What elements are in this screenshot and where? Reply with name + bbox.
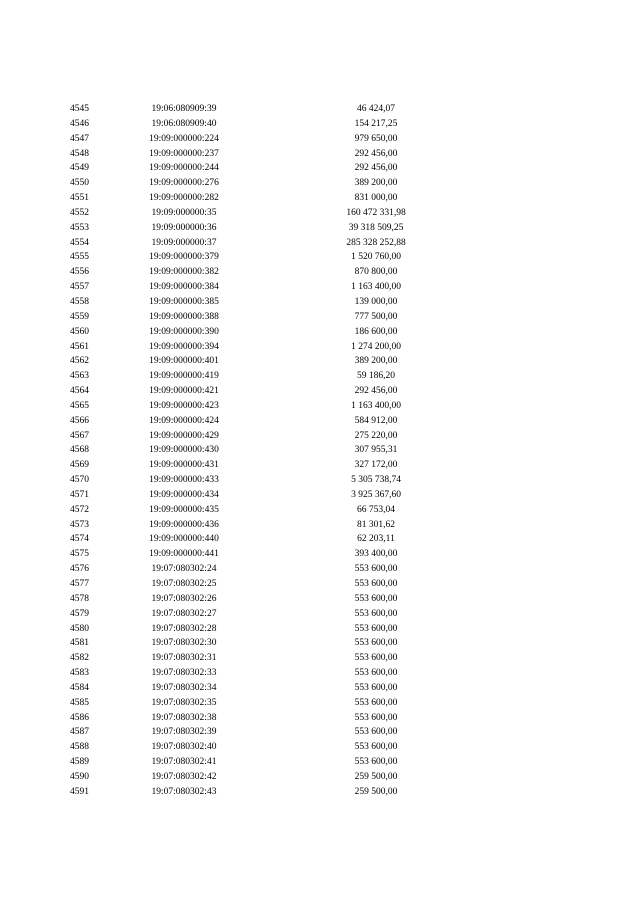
table-row [0, 176, 640, 191]
table-row [0, 518, 640, 533]
row-number: 4555 [70, 252, 89, 263]
cadastral-number: 19:07:080302:27 [151, 608, 217, 619]
cadastral-number: 19:09:000000:35 [151, 207, 217, 218]
row-number: 4574 [70, 534, 89, 545]
amount-value: 553 600,00 [354, 697, 398, 708]
cadastral-number: 19:09:000000:394 [149, 341, 219, 352]
cadastral-number: 19:09:000000:440 [149, 534, 219, 545]
cadastral-number: 19:09:000000:433 [149, 475, 219, 486]
row-number: 4573 [70, 519, 89, 530]
amount-value: 139 000,00 [354, 296, 398, 307]
cadastral-number: 19:09:000000:430 [149, 445, 219, 456]
row-number: 4575 [70, 549, 89, 560]
amount-value: 154 217,25 [354, 118, 398, 129]
table-row [0, 429, 640, 444]
row-number: 4563 [70, 371, 89, 382]
row-number: 4583 [70, 668, 89, 679]
table-row [0, 147, 640, 162]
table-row [0, 399, 640, 414]
table-row [0, 384, 640, 399]
cadastral-number: 19:07:080302:34 [151, 682, 217, 693]
table-row [0, 236, 640, 251]
cadastral-number: 19:09:000000:282 [149, 193, 219, 204]
table-row [0, 666, 640, 681]
cadastral-number: 19:07:080302:39 [151, 727, 217, 738]
table-row [0, 547, 640, 562]
amount-value: 5 305 738,74 [351, 475, 401, 486]
amount-value: 66 753,04 [357, 504, 395, 515]
table-row [0, 458, 640, 473]
table-row [0, 696, 640, 711]
table-row [0, 310, 640, 325]
table-row [0, 755, 640, 770]
table-row [0, 711, 640, 726]
amount-value: 393 400,00 [354, 549, 398, 560]
table-row [0, 607, 640, 622]
cadastral-number: 19:09:000000:419 [149, 371, 219, 382]
amount-value: 553 600,00 [354, 623, 398, 634]
cadastral-number: 19:09:000000:421 [149, 386, 219, 397]
table-row [0, 414, 640, 429]
data-table [0, 102, 640, 800]
cadastral-number: 19:07:080302:30 [151, 638, 217, 649]
amount-value: 553 600,00 [354, 682, 398, 693]
amount-value: 553 600,00 [354, 579, 398, 589]
cadastral-number: 19:07:080302:35 [151, 697, 217, 708]
row-number: 4558 [70, 296, 89, 307]
table-row [0, 532, 640, 547]
amount-value: 979 650,00 [354, 133, 398, 144]
amount-value: 292 456,00 [354, 163, 398, 174]
row-number: 4561 [70, 341, 89, 352]
amount-value: 259 500,00 [354, 786, 398, 797]
row-number: 4576 [70, 564, 89, 575]
cadastral-number: 19:09:000000:435 [149, 504, 219, 515]
table-row [0, 369, 640, 384]
table-row [0, 295, 640, 310]
cadastral-number: 19:09:000000:401 [149, 356, 219, 367]
cadastral-number: 19:09:000000:434 [149, 489, 219, 500]
table-row [0, 488, 640, 503]
table-row [0, 681, 640, 696]
table-row [0, 250, 640, 265]
cadastral-number: 19:09:000000:423 [149, 400, 219, 411]
amount-value: 1 274 200,00 [351, 341, 401, 352]
table-row [0, 592, 640, 607]
row-number: 4554 [70, 237, 89, 248]
row-number: 4562 [70, 356, 89, 367]
cadastral-number: 19:09:000000:390 [149, 326, 219, 337]
cadastral-number: 19:09:000000:36 [151, 222, 217, 233]
table-row [0, 340, 640, 355]
row-number: 4564 [70, 386, 89, 397]
amount-value: 259 500,00 [354, 771, 398, 782]
amount-value: 39 318 509,25 [348, 222, 404, 233]
cadastral-number: 19:06:080909:39 [151, 104, 217, 114]
row-number: 4546 [70, 118, 89, 129]
table-row [0, 725, 640, 740]
amount-value: 389 200,00 [354, 356, 398, 367]
row-number: 4581 [70, 638, 89, 649]
amount-value: 1 520 760,00 [351, 252, 401, 263]
table-row [0, 265, 640, 280]
row-number: 4578 [70, 593, 89, 604]
amount-value: 553 600,00 [354, 593, 398, 604]
amount-value: 160 472 331,98 [346, 207, 406, 218]
table-row [0, 622, 640, 637]
amount-value: 777 500,00 [354, 311, 398, 322]
row-number: 4588 [70, 742, 89, 753]
row-number: 4579 [70, 608, 89, 619]
cadastral-number: 19:09:000000:382 [149, 267, 219, 278]
table-row [0, 636, 640, 651]
cadastral-number: 19:09:000000:441 [149, 549, 219, 560]
cadastral-number: 19:09:000000:224 [149, 133, 219, 144]
row-number: 4585 [70, 697, 89, 708]
row-number: 4548 [70, 148, 89, 159]
amount-value: 553 600,00 [354, 668, 398, 679]
amount-value: 307 955,31 [354, 445, 398, 456]
row-number: 4547 [70, 133, 89, 144]
table-row [0, 443, 640, 458]
amount-value: 553 600,00 [354, 757, 398, 768]
row-number: 4567 [70, 430, 89, 441]
cadastral-number: 19:07:080302:38 [151, 712, 217, 723]
row-number: 4570 [70, 475, 89, 486]
amount-value: 327 172,00 [354, 460, 398, 471]
table-row [0, 740, 640, 755]
cadastral-number: 19:07:080302:40 [151, 742, 217, 753]
table-row [0, 785, 640, 800]
table-row [0, 161, 640, 176]
table-row [0, 562, 640, 577]
row-number: 4550 [70, 178, 89, 189]
amount-value: 553 600,00 [354, 608, 398, 619]
row-number: 4565 [70, 400, 89, 411]
row-number: 4586 [70, 712, 89, 723]
table-row [0, 221, 640, 236]
cadastral-number: 19:09:000000:237 [149, 148, 219, 159]
cadastral-number: 19:09:000000:37 [151, 237, 217, 248]
cadastral-number: 19:07:080302:43 [151, 786, 217, 797]
row-number: 4553 [70, 222, 89, 233]
table-row [0, 503, 640, 518]
cadastral-number: 19:09:000000:385 [149, 296, 219, 307]
cadastral-number: 19:09:000000:276 [149, 178, 219, 189]
amount-value: 831 000,00 [354, 193, 398, 204]
row-number: 4552 [70, 207, 89, 218]
row-number: 4572 [70, 504, 89, 515]
cadastral-number: 19:07:080302:33 [151, 668, 217, 679]
cadastral-number: 19:09:000000:429 [149, 430, 219, 441]
table-row [0, 280, 640, 295]
cadastral-number: 19:09:000000:431 [149, 460, 219, 471]
row-number: 4549 [70, 163, 89, 174]
amount-value: 1 163 400,00 [351, 282, 401, 293]
row-number: 4556 [70, 267, 89, 278]
cadastral-number: 19:07:080302:26 [151, 593, 217, 604]
table-row [0, 206, 640, 221]
amount-value: 584 912,00 [354, 415, 398, 426]
amount-value: 553 600,00 [354, 742, 398, 753]
row-number: 4559 [70, 311, 89, 322]
amount-value: 186 600,00 [354, 326, 398, 337]
row-number: 4590 [70, 771, 89, 782]
row-number: 4571 [70, 489, 89, 500]
row-number: 4545 [70, 104, 89, 114]
amount-value: 870 800,00 [354, 267, 398, 278]
amount-value: 81 301,62 [357, 519, 395, 530]
cadastral-number: 19:07:080302:31 [151, 653, 217, 664]
cadastral-number: 19:09:000000:388 [149, 311, 219, 322]
amount-value: 285 328 252,88 [346, 237, 406, 248]
table-row [0, 191, 640, 206]
table-row [0, 651, 640, 666]
amount-value: 389 200,00 [354, 178, 398, 189]
row-number: 4580 [70, 623, 89, 634]
amount-value: 553 600,00 [354, 727, 398, 738]
row-number: 4569 [70, 460, 89, 471]
row-number: 4551 [70, 193, 89, 204]
table-body [0, 102, 640, 800]
table-row [0, 117, 640, 132]
table-row [0, 354, 640, 369]
row-number: 4582 [70, 653, 89, 664]
cadastral-number: 19:09:000000:244 [149, 163, 219, 174]
cadastral-number: 19:07:080302:41 [151, 757, 217, 768]
row-number: 4566 [70, 415, 89, 426]
table-row [0, 102, 640, 117]
amount-value: 1 163 400,00 [351, 400, 401, 411]
amount-value: 553 600,00 [354, 653, 398, 664]
amount-value: 59 186,20 [357, 371, 395, 382]
amount-value: 46 424,07 [357, 104, 395, 114]
row-number: 4568 [70, 445, 89, 456]
amount-value: 292 456,00 [354, 148, 398, 159]
row-number: 4589 [70, 757, 89, 768]
table-row [0, 132, 640, 147]
cadastral-number: 19:07:080302:25 [151, 579, 217, 589]
cadastral-number: 19:09:000000:436 [149, 519, 219, 530]
cadastral-number: 19:09:000000:424 [149, 415, 219, 426]
amount-value: 292 456,00 [354, 386, 398, 397]
row-number: 4584 [70, 682, 89, 693]
row-number: 4587 [70, 727, 89, 738]
cadastral-number: 19:09:000000:379 [149, 252, 219, 263]
table-row [0, 473, 640, 488]
amount-value: 3 925 367,60 [351, 489, 401, 500]
cadastral-number: 19:09:000000:384 [149, 282, 219, 293]
table-row [0, 770, 640, 785]
row-number: 4577 [70, 579, 89, 589]
cadastral-number: 19:07:080302:42 [151, 771, 217, 782]
amount-value: 553 600,00 [354, 712, 398, 723]
amount-value: 275 220,00 [354, 430, 398, 441]
row-number: 4560 [70, 326, 89, 337]
amount-value: 553 600,00 [354, 638, 398, 649]
table-row [0, 325, 640, 340]
row-number: 4557 [70, 282, 89, 293]
amount-value: 62 203,11 [357, 534, 395, 545]
cadastral-number: 19:07:080302:28 [151, 623, 217, 634]
row-number: 4591 [70, 786, 89, 797]
cadastral-number: 19:06:080909:40 [151, 118, 217, 129]
amount-value: 553 600,00 [354, 564, 398, 575]
cadastral-number: 19:07:080302:24 [151, 564, 217, 575]
table-row [0, 577, 640, 592]
